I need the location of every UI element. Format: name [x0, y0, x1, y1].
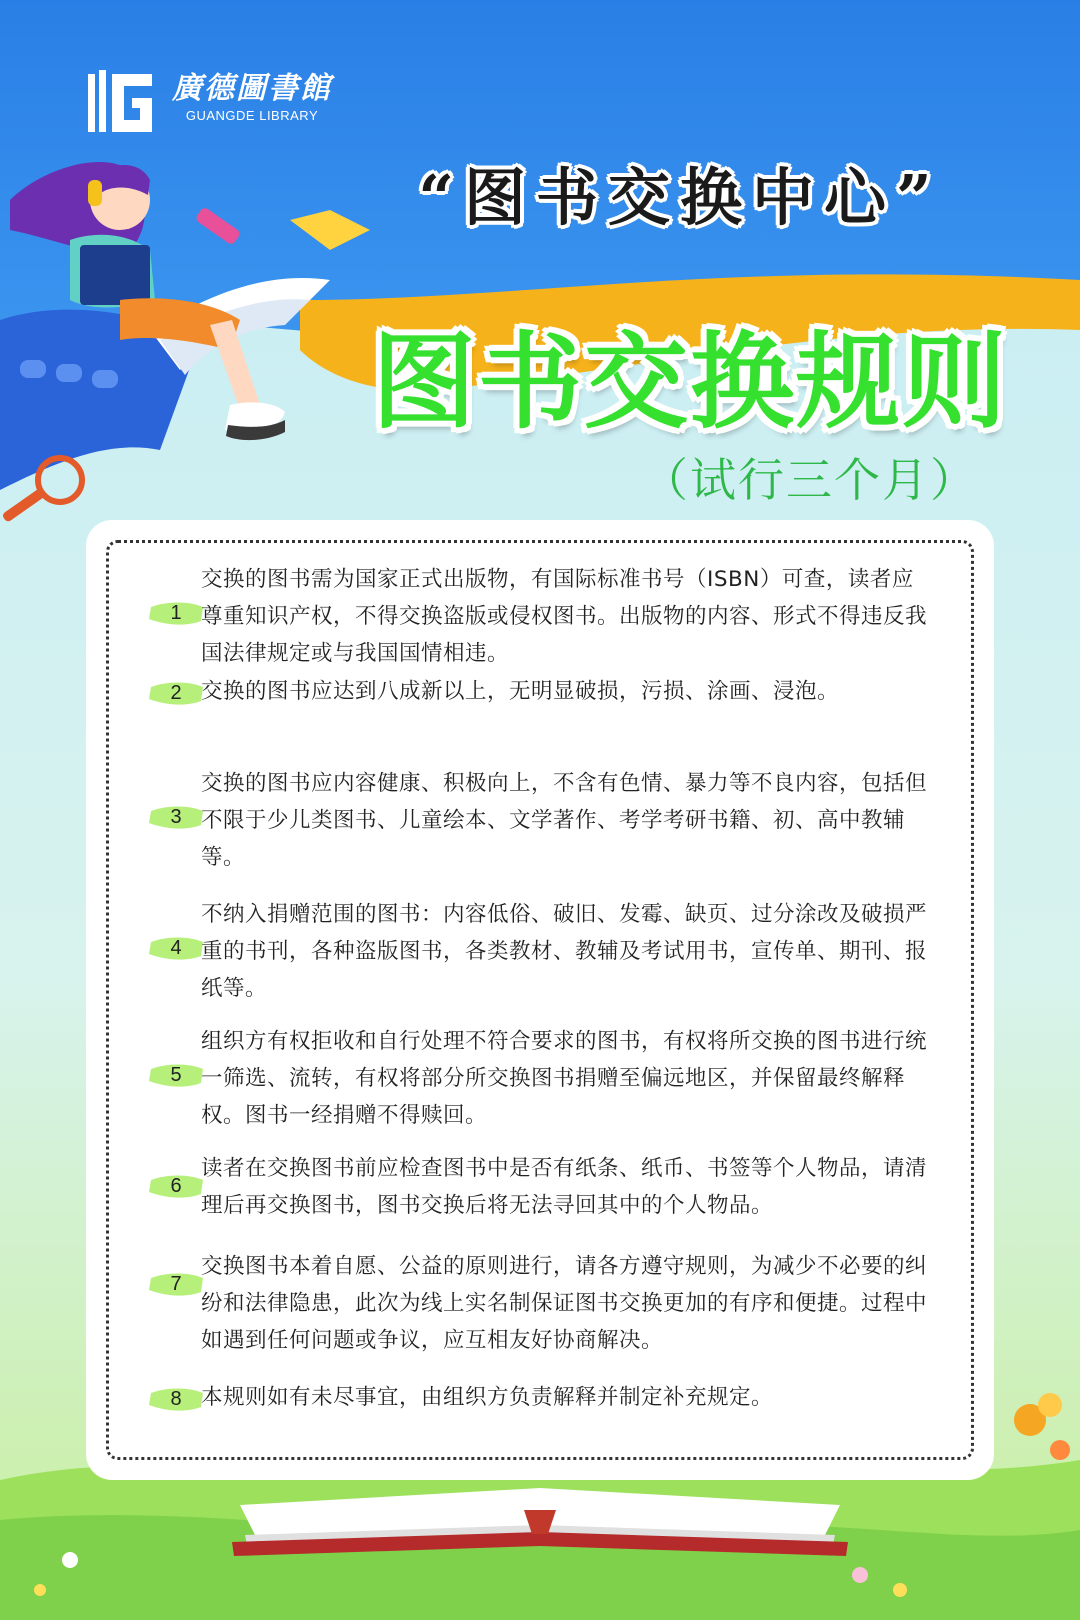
- rule-number-badge: [147, 934, 205, 962]
- poster-subtitle: “图书交换中心”: [418, 161, 942, 234]
- rule-text: 读者在交换图书前应检查图书中是否有纸条、纸币、书签等个人物品，请清理后再交换图书，图书交换后将无法寻回其中的个人物品。: [201, 1156, 928, 1218]
- rule-number-badge: [147, 1061, 205, 1089]
- library-logo-icon: [86, 66, 158, 136]
- rule-number: 8: [170, 1388, 182, 1410]
- rule-number: 5: [170, 1064, 182, 1086]
- rule-number: 1: [170, 602, 182, 624]
- library-logo: [86, 66, 332, 136]
- rule-text: 本规则如有未尽事宜，由组织方负责解释并制定补充规定。: [201, 1385, 774, 1410]
- trial-period-note: （试行三个月）: [642, 453, 978, 507]
- rule-number: 7: [170, 1273, 182, 1295]
- rule-number-badge: [147, 1172, 205, 1200]
- rule-number: 4: [170, 937, 182, 959]
- rule-text: 交换的图书应达到八成新以上，无明显破损，污损、涂画、浸泡。: [201, 679, 840, 704]
- library-name-cn: 廣德圖書館: [172, 71, 332, 106]
- poster-title: 图书交换规则: [371, 321, 1008, 443]
- rule-text: 交换的图书应内容健康、积极向上，不含有色情、暴力等不良内容，包括但不限于少儿类图书、儿童绘本、文学著作、考学考研书籍、初、高中教辅等。: [201, 771, 928, 870]
- rule-number-badge: [147, 803, 205, 831]
- rule-number: 2: [170, 682, 182, 704]
- rule-text: 交换的图书需为国家正式出版物，有国际标准书号（ISBN）可查，读者应尊重知识产权，不得交换盗版或侵权图书。出版物的内容、形式不得违反我国法律规定或与我国国情相违。: [201, 567, 928, 666]
- library-name-en: GUANGDE LIBRARY: [185, 108, 319, 123]
- rule-text: 不纳入捐赠范围的图书：内容低俗、破旧、发霉、缺页、过分涂改及破损严重的书刊，各种盗版图书，各类教材、教辅及考试用书，宣传单、期刊、报纸等。: [201, 902, 928, 1001]
- rule-number: 6: [170, 1175, 182, 1197]
- rule-number-badge: [147, 1385, 205, 1413]
- rules-card: [86, 520, 994, 1480]
- rules-dotted-frame: [106, 540, 974, 1460]
- rule-number-badge: [147, 1270, 205, 1298]
- rule-number: 3: [170, 806, 182, 828]
- rule-number-badge: [147, 679, 205, 707]
- rule-text: 组织方有权拒收和自行处理不符合要求的图书，有权将所交换的图书进行统一筛选、流转，有权将部分所交换图书捐赠至偏远地区，并保留最终解释权。图书一经捐赠不得赎回。: [201, 1029, 928, 1128]
- rule-number-badge: [147, 599, 205, 627]
- rule-text: 交换图书本着自愿、公益的原则进行，请各方遵守规则，为减少不必要的纠纷和法律隐患，此次为线上实名制保证图书交换更加的有序和便捷。过程中如遇到任何问题或争议，应互相友好协商解决。: [201, 1254, 928, 1353]
